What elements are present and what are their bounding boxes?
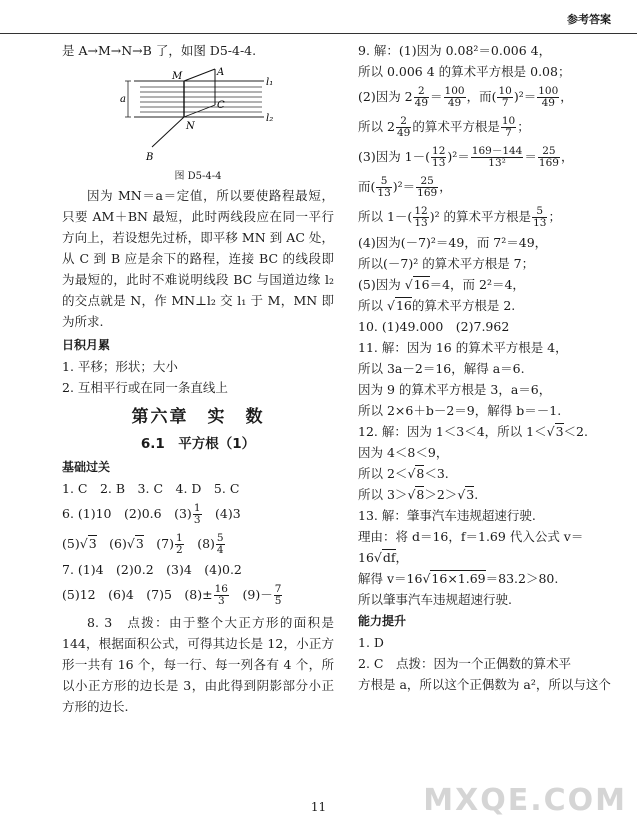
fig-label-C: C [217,100,225,111]
section-heading-nengli: 能力提升 [358,614,407,628]
answer-13d: 解得 v＝16√16×1.69＝83.2＞80. [358,571,559,586]
right-column [358,40,622,695]
answer-8: 8. 3 点拨：由于整个大正方形的面积是 144，根据面积公式，可得其边长是 12，小正方形一共有 16 个，每一行、每一列各有 4 个，所以小正方形的边长是 3，由此得到阴影部分小正方形的边长. [62,615,334,714]
answer-13e: 所以肇事汽车违规超速行驶. [358,592,512,607]
explanation-paragraph: 因为 MN＝a＝定值，所以要使路程最短，只要 AM＋BN 最短，此时两线段应在同一平行方向上，若设想先过桥，即平移 MN 到 AC 处，从 C 到 B 应是余下的路程，连接 BC 的线段即为最短的，此时不难说明线段 BC 与国道边缘 l₂ 的交点就是 N，作 MN⊥l₂ 交 l₁ 于 M，MN 即为所求. [62,188,334,329]
section-heading-jichu: 基础过关 [62,460,111,474]
answer-9-4: (4)因为(－7)²＝49，而 7²＝49， [358,235,548,250]
route-line: 是 A→M→N→B 了，如图 D5-4-4. [62,43,257,58]
answer-6b: (5)√3 (6)√3 (7) $\frac{1}{2}$ (8) $\frac{5}{4}$ [62,532,224,556]
section-heading-riji: 日积月累 [62,338,111,352]
answer-13c: 16√df， [358,550,409,565]
header-tag: 参考答案 [567,13,611,26]
answer-k2b: 方根是 a，所以这个正偶数为 a²，所以与这个 [358,677,611,692]
answer-1-5: 1. C 2. B 3. C 4. D 5. C [62,481,240,496]
figure-d5-4-4 [120,67,274,167]
answer-r2: 2. 互相平行或在同一条直线上 [62,380,228,395]
answer-9-1b: 所以 0.006 4 的算术平方根是 0.08； [358,64,571,79]
figure-caption: 图 D5-4-4 [174,171,222,182]
answer-13a: 13. 解：肇事汽车违规超速行驶. [358,508,536,523]
answer-9-5: (5)因为 √16＝4，而 2²＝4， [358,277,525,292]
fig-label-M: M [172,71,183,82]
answer-9-3: (3)因为 1－( $\frac{12}{13}$ )²＝ $\frac{169-144}{\text{13²}}$ ＝ $\frac{25}{169}$ ， [358,145,574,169]
left-column [62,40,334,717]
answer-9-2b: 所以 2 $\frac{2}{49}$ 的算术平方根是 $\frac{10}{7}$ ； [358,115,530,139]
fraction: $\frac{1}{2}$ [176,532,183,556]
page-number: 11 [310,800,327,814]
answer-11c: 因为 9 的算术平方根是 3，a＝6， [358,382,552,397]
answer-12d: 所以 3＞√8＞2＞√3. [358,487,479,502]
fraction: $\frac{1}{3}$ [193,502,201,526]
river-bridge-figure [120,67,274,167]
fig-label-a-length: a [120,94,126,105]
answer-11b: 所以 3a－2＝16，解得 a＝6. [358,361,525,376]
answer-12a: 12. 解：因为 1＜3＜4，所以 1＜√3＜2. [358,424,588,439]
answer-9-3c: 所以 1－( $\frac{12}{13}$ )² 的算术平方根是 $\frac{5}{13}$ ； [358,205,561,229]
answer-11a: 11. 解：因为 16 的算术平方根是 4， [358,340,568,355]
header-rule [0,33,637,34]
answer-k2a: 2. C 点拨：因为一个正偶数的算术平 [358,656,571,671]
answer-10: 10. (1)49.000 (2)7.962 [358,319,510,334]
answer-9-2: (2)因为 2 $\frac{2}{49}$ ＝ $\frac{100}{49}$ ，而( $\frac{10}{7}$ )²＝ $\frac{100}{49}$ ， [358,85,573,109]
answer-9-4b: 所以(－7)² 的算术平方根是 7； [358,256,535,271]
fig-label-l1: l₁ [266,77,274,88]
section-title: 6.1 平方根（1） [140,436,256,452]
answer-7b: (5)12 (6)4 (7)5 (8)± $\frac{16}{3}$ (9)－ $\frac{7}{5}$ [62,583,282,607]
answer-9-1: 9. 解：(1)因为 0.08²＝0.006 4， [358,43,552,58]
answer-7: 7. (1)4 (2)0.2 (3)4 (4)0.2 [62,562,242,577]
answer-9-3b: 而( $\frac{5}{13}$ )²＝ $\frac{25}{169}$ ， [358,175,452,199]
answer-9-5b: 所以 √16的算术平方根是 2. [358,298,516,313]
fraction: $\frac{16}{3}$ [214,583,228,607]
chapter-title: 第六章 实 数 [131,407,265,427]
answer-6: 6. (1)10 (2)0.6 (3) $\frac{1}{3}$ (4)3 [62,502,241,526]
answer-r1: 1. 平移；形状；大小 [62,359,178,374]
fraction: $\frac{7}{5}$ [274,583,282,607]
fig-label-B: B [146,152,154,163]
answer-k1: 1. D [358,635,384,650]
fig-label-N: N [186,121,195,132]
watermark: MXQE.COM [423,783,627,818]
answer-13b: 理由：将 d＝16，f＝1.69 代入公式 v＝ [358,529,584,544]
answer-11d: 所以 2×6＋b－2＝9，解得 b＝－1. [358,403,562,418]
answer-12c: 所以 2＜√8＜3. [358,466,449,481]
fig-label-l2: l₂ [266,113,274,124]
fraction: $\frac{5}{4}$ [216,532,224,556]
fig-label-A: A [217,67,225,78]
answer-12b: 因为 4＜8＜9， [358,445,449,460]
